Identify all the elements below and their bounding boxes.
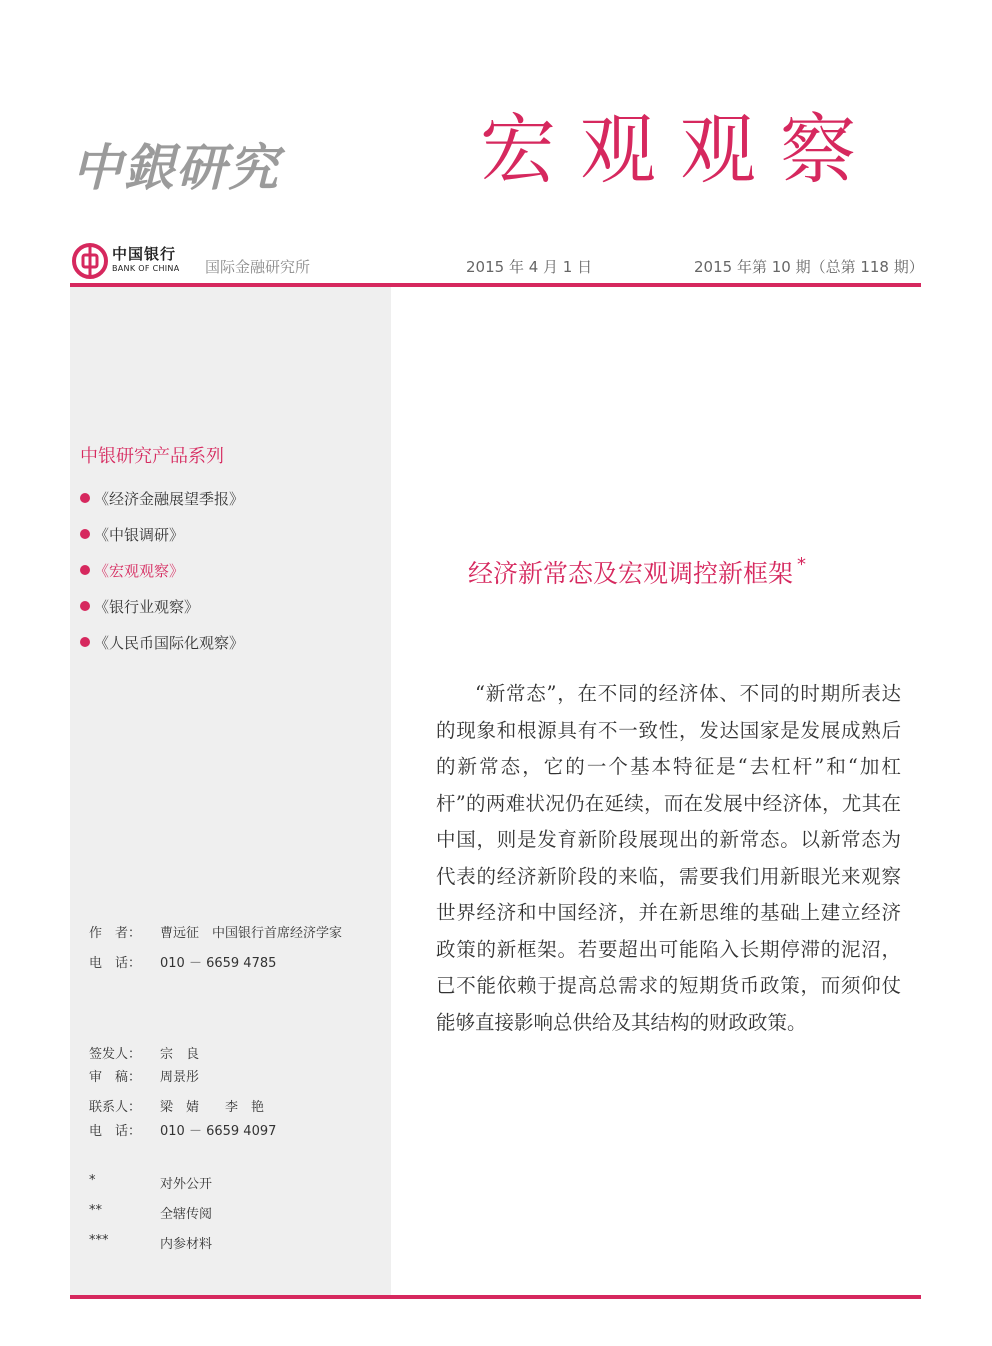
bullet-icon <box>80 637 90 647</box>
contact-row <box>89 1096 389 1116</box>
legend-row-internal <box>89 1203 389 1223</box>
issuer-label: 签发人： <box>89 1047 142 1062</box>
institute-name: 国际金融研究所 <box>205 258 311 276</box>
legend-row-confidential <box>89 1233 389 1253</box>
product-item: 《经济金融展望季报》 <box>80 480 244 516</box>
issuer-row <box>89 1043 389 1063</box>
product-item: 《中银调研》 <box>80 516 244 552</box>
bullet-icon <box>80 565 90 575</box>
reviewer-value: 周景彤 <box>160 1070 200 1085</box>
series-title: 宏观观察 <box>480 105 880 194</box>
bullet-icon <box>80 529 90 539</box>
author-label: 作 者： <box>89 926 142 941</box>
article-body: “新常态”，在不同的经济体、不同的时期所表达的现象和根源具有不一致性，发达国家是发展成熟后的新常态，它的一个基本特征是“去杠杆”和“加杠杆”的两难状况仍在延续，而在发展中经济体，尤其在中国，则是发育新阶段展现出的新常态。以新常态为代表的经济新阶段的来临，需要我们用新眼光来观察世界经济和中国经济，并在新思维的基础上建立经济政策的新框架。若要超出可能陷入长期停滞的泥沼，已不能依赖于提高总需求的短期货币政策，而须仰仗能够直接影响总供给及其结构的财政政策。 <box>436 682 901 1034</box>
author-row <box>89 922 389 942</box>
issue-number: 2015 年第 10 期（总第 118 期） <box>694 258 924 276</box>
footer-divider <box>70 1295 921 1299</box>
bullet-icon <box>80 493 90 503</box>
legend-text: 内参材料 <box>160 1237 213 1252</box>
sidebar-panel <box>70 287 391 1295</box>
author-phone-label: 电 话： <box>89 956 142 971</box>
author-phone-value: 010 － 6659 4785 <box>160 956 277 971</box>
title-footnote-mark: * <box>797 554 807 575</box>
legend-mark: ** <box>89 1203 102 1218</box>
product-item: 《人民币国际化观察》 <box>80 624 244 660</box>
issuer-value: 宗 良 <box>160 1047 200 1062</box>
author-phone-row <box>89 952 389 972</box>
bullet-icon <box>80 601 90 611</box>
issue-date: 2015 年 4 月 1 日 <box>466 258 593 276</box>
product-item: 《银行业观察》 <box>80 588 244 624</box>
bank-name-en: BANK OF CHINA <box>112 264 180 273</box>
article-title-text: 经济新常态及宏观调控新框架 <box>468 559 794 588</box>
bank-of-china-logo-icon <box>72 243 108 279</box>
contact-phone-row <box>89 1120 389 1140</box>
legend-row-public <box>89 1173 389 1193</box>
product-item-current: 《宏观观察》 <box>80 552 244 588</box>
product-series-heading: 中银研究产品系列 <box>80 446 224 467</box>
author-value: 曹远征 中国银行首席经济学家 <box>160 926 343 941</box>
brand-logo-text: 中銀研究 <box>72 138 280 197</box>
bank-name-cn: 中国银行 <box>112 245 177 263</box>
contact-phone-label: 电 话： <box>89 1124 142 1139</box>
contact-label: 联系人： <box>89 1100 142 1115</box>
legend-text: 对外公开 <box>160 1177 213 1192</box>
contact-value: 梁 婧 李 艳 <box>160 1100 265 1115</box>
legend-text: 全辖传阅 <box>160 1207 213 1222</box>
article-title <box>468 554 806 590</box>
product-series-list <box>80 480 244 660</box>
reviewer-label: 审 稿： <box>89 1070 142 1085</box>
contact-phone-value: 010 － 6659 4097 <box>160 1124 277 1139</box>
legend-mark: * <box>89 1173 96 1188</box>
reviewer-row <box>89 1066 389 1086</box>
legend-mark: *** <box>89 1233 109 1248</box>
